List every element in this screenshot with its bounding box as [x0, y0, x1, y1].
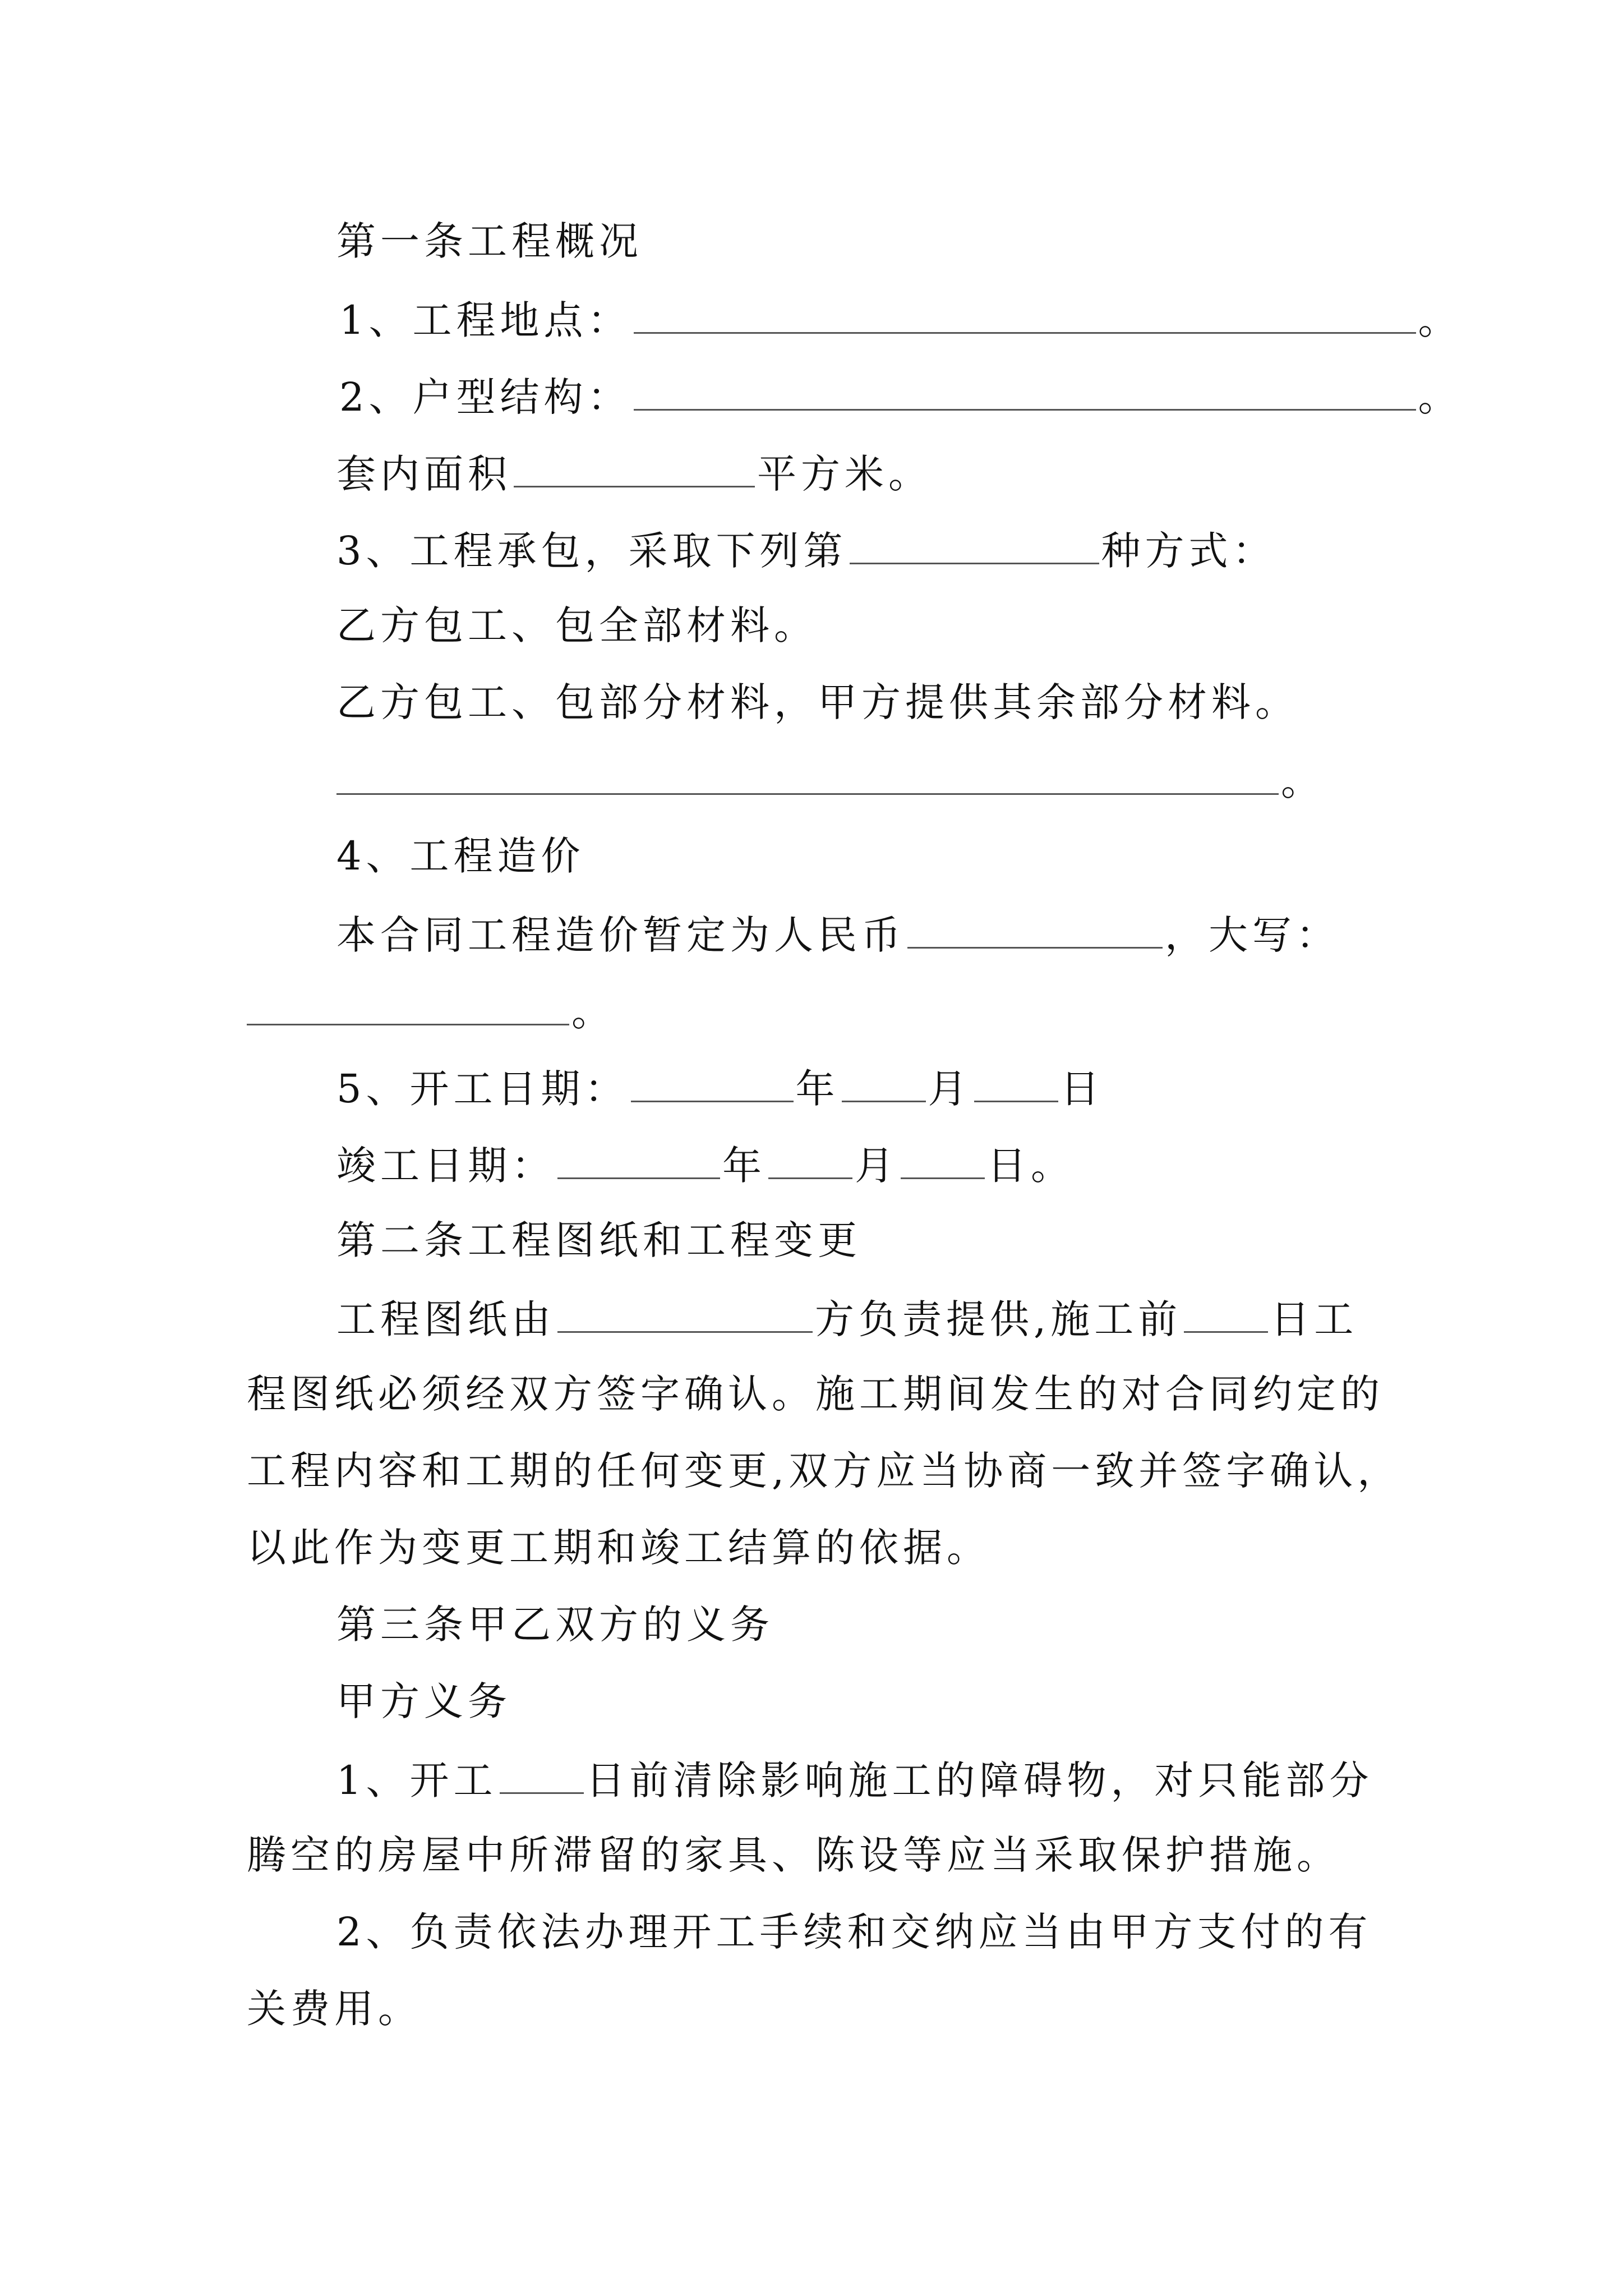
location-blank	[634, 293, 1416, 334]
start-day-blank	[974, 1061, 1058, 1102]
completion-date-line: 竣工日期： 年 月 日。	[336, 1138, 1075, 1191]
drawings-para-line-1: 工程图纸由 方负责提供,施工前 日工	[336, 1292, 1358, 1345]
drawings-para-line-2: 程图纸必须经双方签字确认。施工期间发生的对合同约定的	[247, 1371, 1384, 1417]
duty-1-line-2: 腾空的房屋中所滞留的家具、陈设等应当采取保护措施。	[247, 1832, 1340, 1878]
party-a-duties-heading: 甲方义务	[336, 1678, 511, 1724]
option-2: 乙方包工、包部分材料，甲方提供其余部分材料。	[336, 679, 1299, 725]
section-1-title: 第一条工程概况	[336, 218, 643, 264]
area-blank	[514, 447, 755, 487]
section-2-title: 第二条工程图纸和工程变更	[336, 1217, 861, 1263]
project-location-line: 1、工程地点： 。	[339, 293, 1462, 346]
structure-blank	[634, 370, 1416, 411]
duty-2-line-1: 2、负责依法办理开工手续和交纳应当由甲方支付的有	[336, 1909, 1372, 1955]
start-month-blank	[842, 1061, 926, 1102]
price-line: 本合同工程造价暂定为人民币 ，大写：	[336, 908, 1340, 960]
option-1: 乙方包工、包全部材料。	[336, 602, 818, 648]
end-day-blank	[901, 1138, 985, 1179]
end-month-blank	[768, 1138, 852, 1179]
duty-1-line-1: 1、开工 日前清除影响施工的障碍物，对只能部分	[336, 1753, 1373, 1806]
inner-area-line: 套内面积 平方米。	[336, 447, 932, 499]
unit-structure-line: 2、户型结构： 。	[339, 370, 1462, 422]
uppercase-blank	[247, 984, 569, 1025]
duty-1-days-blank	[500, 1753, 584, 1794]
option-3-line: 。	[336, 754, 1325, 807]
price-blank	[907, 908, 1163, 949]
duty-2-line-2: 关费用。	[247, 1986, 422, 2032]
item-4-title: 4、工程造价	[336, 833, 585, 879]
price-uppercase-line: 。	[247, 984, 615, 1037]
end-year-blank	[557, 1138, 720, 1179]
drawings-para-line-4: 以此作为变更工期和竣工结算的依据。	[247, 1525, 990, 1571]
section-3-title: 第三条甲乙双方的义务	[336, 1602, 774, 1648]
contracting-mode-line: 3、工程承包，采取下列第 种方式：	[336, 523, 1276, 576]
option-3-blank	[336, 754, 1279, 795]
drawings-days-blank	[1184, 1292, 1268, 1333]
start-date-line: 5、开工日期： 年 月 日	[336, 1061, 1104, 1114]
drawings-para-line-3: 工程内容和工期的任何变更,双方应当协商一致并签字确认，	[247, 1448, 1401, 1494]
mode-blank	[850, 523, 1099, 564]
drawings-party-blank	[557, 1292, 813, 1333]
start-year-blank	[631, 1061, 794, 1102]
